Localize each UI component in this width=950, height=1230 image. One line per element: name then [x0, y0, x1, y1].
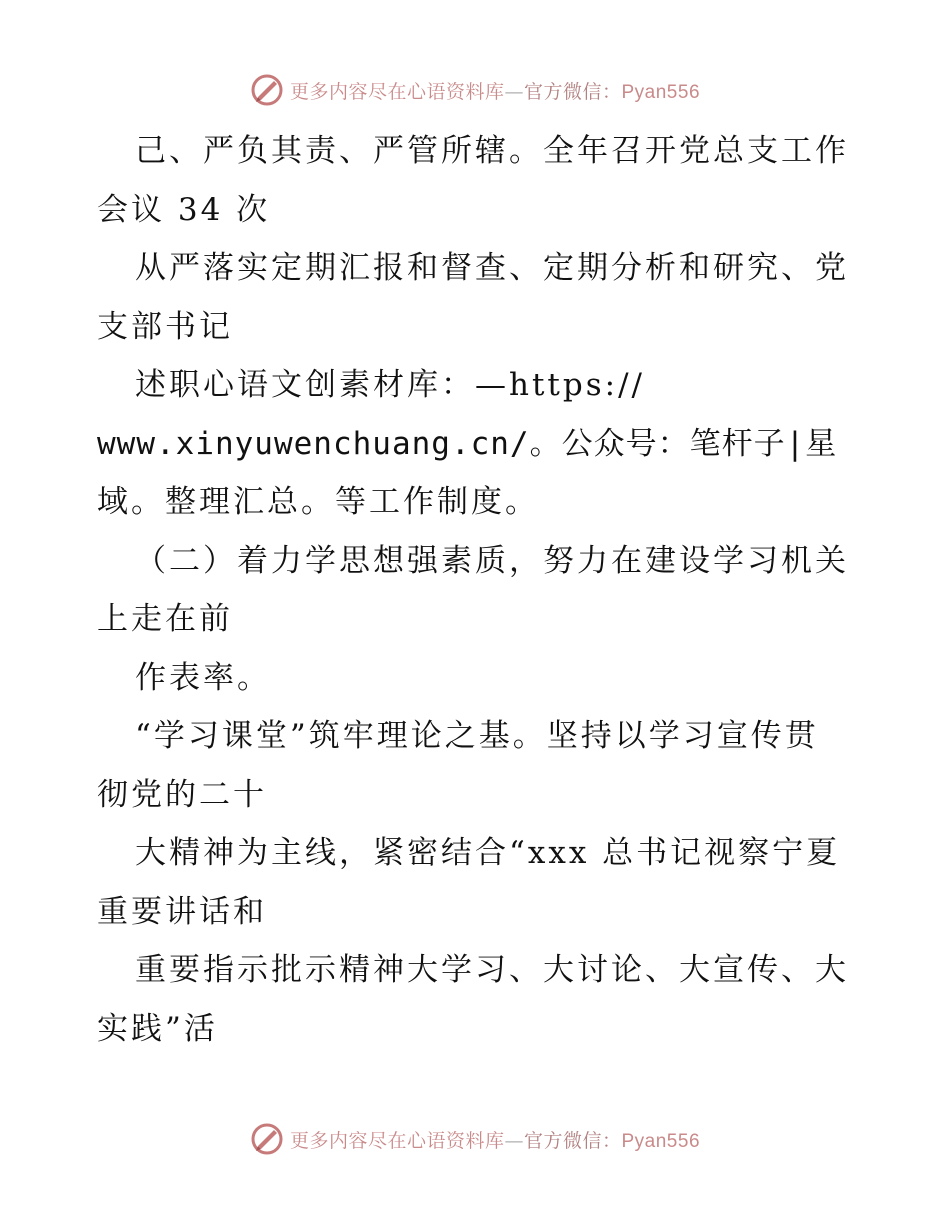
body-line: 大精神为主线，紧密结合“xxx 总书记视察宁夏 [135, 835, 841, 871]
header-banner-text [290, 77, 700, 104]
body-line: 支部书记 [97, 308, 233, 345]
banner-wechat-label: 官方微信： [523, 80, 622, 103]
banner-wechat-id: Pyan556 [621, 81, 701, 103]
body-line: 从严落实定期汇报和督查、定期分析和研究、党 [135, 250, 849, 286]
body-line: www.xinyuwenchuang.cn/。公众号：笔杆子|星 [97, 425, 838, 462]
banner-wechat-id: Pyan556 [621, 1130, 701, 1152]
banner-main-text: 更多内容尽在心语资料库 [289, 1129, 505, 1152]
body-line: （二）着力学思想强素质，努力在建设学习机关 [135, 542, 849, 579]
banner-separator: — [504, 1129, 524, 1152]
header-banner [0, 70, 950, 110]
header-banner-inner [250, 73, 700, 107]
document-body [97, 122, 857, 1058]
banner-separator: — [504, 80, 524, 103]
banner-main-text: 更多内容尽在心语资料库 [289, 80, 505, 103]
body-line: 域。整理汇总。等工作制度。 [97, 484, 539, 520]
body-line: 实践”活 [97, 1010, 218, 1047]
body-line: 重要讲话和 [97, 893, 267, 930]
body-line: 己、严负其责、严管所辖。全年召开党总支工作 [135, 133, 849, 169]
body-line: 彻党的二十 [97, 776, 267, 813]
footer-banner-inner [250, 1122, 700, 1156]
body-line: 作表率。 [135, 659, 271, 696]
footer-banner-text [290, 1126, 700, 1153]
footer-banner [0, 1119, 950, 1159]
banner-wechat-label: 官方微信： [523, 1129, 622, 1152]
logo-icon [250, 73, 284, 107]
body-line: “学习课堂”筑牢理论之基。坚持以学习宣传贯 [135, 718, 819, 754]
body-line: 述职心语文创素材库：—https:// [135, 367, 645, 403]
body-line: 上走在前 [97, 601, 233, 637]
body-line: 会议 34 次 [97, 191, 271, 228]
logo-icon [250, 1122, 284, 1156]
body-line: 重要指示批示精神大学习、大讨论、大宣传、大 [135, 952, 849, 988]
